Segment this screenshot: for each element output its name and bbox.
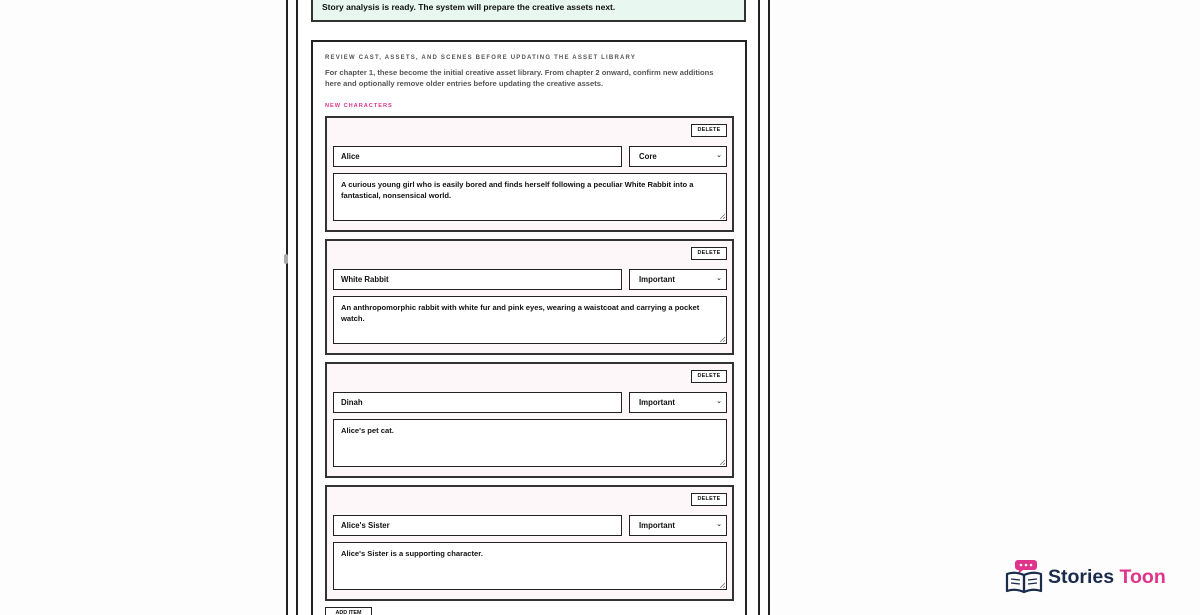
panel-description: For chapter 1, these become the initial creative asset library. From chapter 2 onward, confirm new additions here and optionally remove older entries before updating the creative assets. — [325, 68, 714, 88]
book-chat-icon — [1005, 559, 1043, 595]
character-name-input[interactable]: White Rabbit — [333, 269, 622, 290]
role-value: Core — [639, 152, 657, 161]
character-role-select[interactable] — [629, 269, 727, 290]
delete-button[interactable]: DELETE — [691, 124, 727, 137]
character-card — [325, 362, 734, 478]
role-value: Important — [639, 398, 675, 407]
character-card — [325, 116, 734, 232]
logo-text — [1048, 566, 1166, 589]
chevron-down-icon: ⌄ — [716, 398, 722, 405]
character-name-input[interactable]: Dinah — [333, 392, 622, 413]
character-role-select[interactable] — [629, 392, 727, 413]
character-role-select[interactable] — [629, 515, 727, 536]
resize-grip-icon[interactable] — [719, 213, 725, 219]
section-label-new-characters: NEW CHARACTERS — [325, 103, 393, 109]
chevron-down-icon: ⌄ — [716, 152, 722, 159]
character-card — [325, 485, 734, 601]
character-role-select[interactable] — [629, 146, 727, 167]
asset-review-panel — [311, 40, 747, 615]
resize-grip-icon[interactable] — [719, 336, 725, 342]
character-name-input[interactable]: Alice — [333, 146, 622, 167]
character-name-input[interactable]: Alice's Sister — [333, 515, 622, 536]
description-text: A curious young girl who is easily bored and finds herself following a peculiar White Rabbit into a fantastical, nonsensical world. — [341, 180, 694, 200]
chevron-down-icon: ⌄ — [716, 275, 722, 282]
status-message: Story analysis is ready. The system will prepare the creative assets next. — [322, 2, 616, 12]
character-description-textarea[interactable] — [333, 296, 727, 344]
delete-button[interactable]: DELETE — [691, 370, 727, 383]
description-text: An anthropomorphic rabbit with white fur and pink eyes, wearing a waistcoat and carrying a pocket watch. — [341, 303, 700, 323]
character-description-textarea[interactable] — [333, 542, 727, 590]
resize-grip-icon[interactable] — [719, 459, 725, 465]
storiestoon-logo — [1005, 559, 1170, 595]
delete-button[interactable]: DELETE — [691, 493, 727, 506]
character-card — [325, 239, 734, 355]
delete-button[interactable]: DELETE — [691, 247, 727, 260]
add-item-button[interactable]: ADD ITEM — [325, 607, 372, 615]
description-text: Alice's Sister is a supporting character. — [341, 549, 483, 558]
role-value: Important — [639, 275, 675, 284]
resize-handle[interactable] — [284, 254, 288, 264]
panel-heading: REVIEW CAST, ASSETS, AND SCENES BEFORE UPDATING THE ASSET LIBRARY — [325, 55, 637, 61]
status-banner — [311, 0, 746, 22]
character-description-textarea[interactable] — [333, 173, 727, 221]
description-text: Alice's pet cat. — [341, 426, 394, 435]
logo-word-toon: Toon — [1119, 566, 1166, 588]
chevron-down-icon: ⌄ — [716, 521, 722, 528]
role-value: Important — [639, 521, 675, 530]
resize-grip-icon[interactable] — [719, 582, 725, 588]
character-description-textarea[interactable] — [333, 419, 727, 467]
logo-word-stories: Stories — [1048, 566, 1115, 588]
